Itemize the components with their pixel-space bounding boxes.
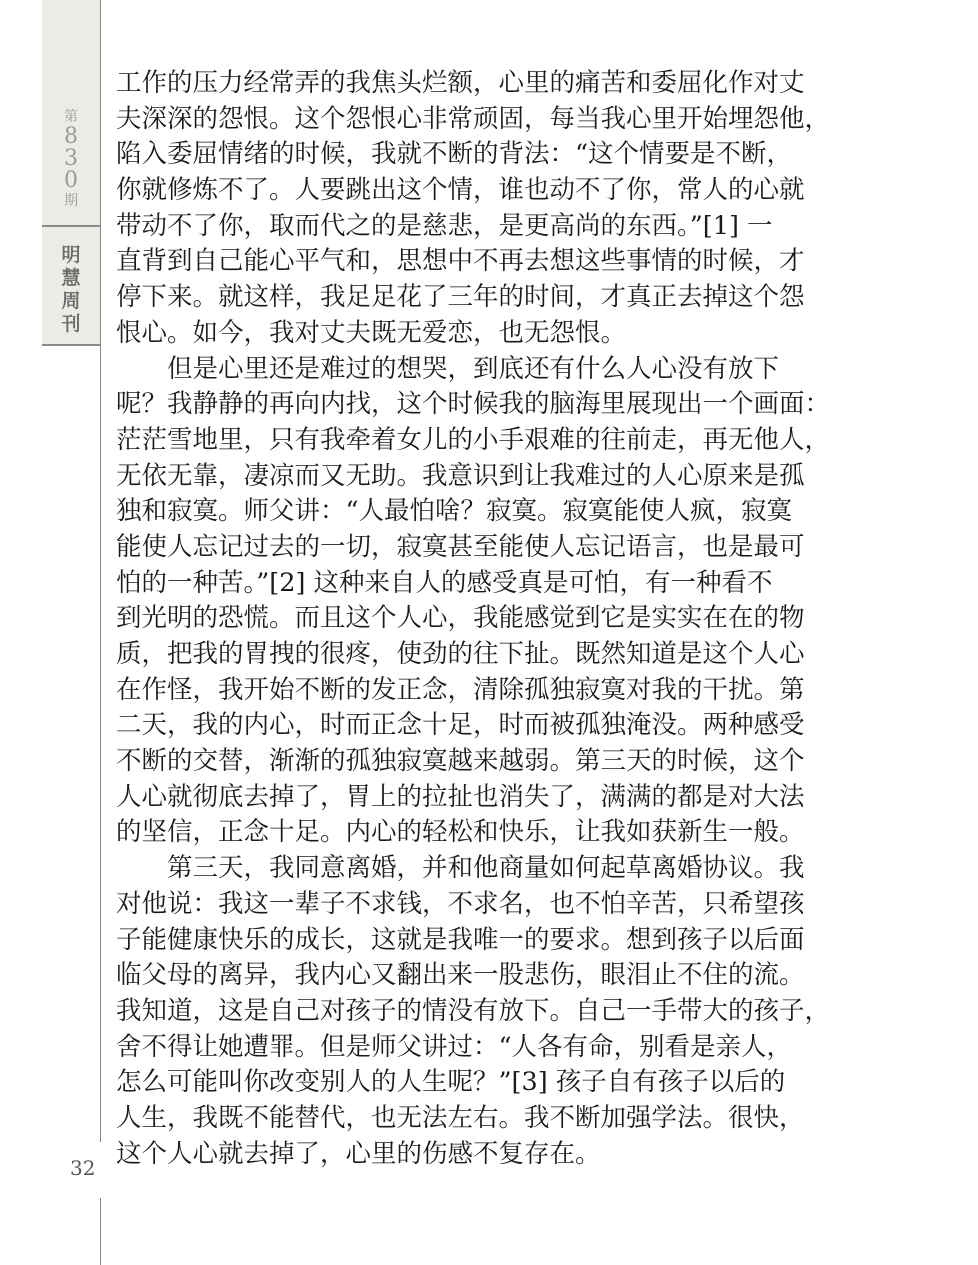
text-line: 到光明的恐慌。而且这个人心，我能感觉到它是实实在在的物	[116, 603, 805, 634]
magazine-char: 慧	[61, 267, 81, 289]
text-line: 不断的交替，渐渐的孤独寂寞越来越弱。第三天的时候，这个	[116, 746, 805, 777]
text-line: 怕的一种苦。”[2] 这种来自人的感受真是可怕，有一种看不	[116, 567, 773, 598]
text-line: 直背到自己能心平气和，思想中不再去想这些事情的时候，才	[116, 246, 805, 277]
text-line: 的坚信，正念十足。内心的轻松和快乐，让我如获新生一般。	[116, 817, 805, 848]
text-line: 你就修炼不了。人要跳出这个情，谁也动不了你，常人的心就	[116, 175, 805, 206]
text-line: 带动不了你，取而代之的是慈悲，是更高尚的东西。”[1] 一	[116, 210, 773, 241]
issue-digit: 3	[64, 146, 78, 171]
text-line: 停下来。就这样，我足足花了三年的时间，才真正去掉这个怨	[116, 282, 805, 313]
text-line: 能使人忘记过去的一切，寂寞甚至能使人忘记语言，也是最可	[116, 531, 805, 562]
page-number: 32	[70, 1156, 96, 1180]
text-line: 恨心。如今，我对丈夫既无爱恋，也无怨恨。	[116, 317, 627, 348]
text-line: 人心就彻底去掉了，胃上的拉扯也消失了，满满的都是对大法	[116, 781, 805, 812]
text-line: 但是心里还是难过的想哭，到底还有什么人心没有放下	[116, 353, 780, 384]
text-line: 独和寂寞。师父讲：“人最怕啥？寂寞。寂寞能使人疯，寂寞	[116, 496, 793, 527]
magazine-name	[42, 244, 100, 336]
text-line: 这个人心就去掉了，心里的伤感不复存在。	[116, 1138, 601, 1169]
text-line: 无依无靠，凄凉而又无助。我意识到让我难过的人心原来是孤	[116, 460, 805, 491]
text-line: 质，把我的胃拽的很疼，使劲的往下扯。既然知道是这个人心	[116, 639, 805, 669]
issue-number	[42, 108, 100, 210]
text-line: 工作的压力经常弄的我焦头烂额，心里的痛苦和委屈化作对丈	[116, 68, 805, 98]
issue-digit: 8	[64, 124, 78, 149]
text-line: 第三天，我同意离婚，并和他商量如何起草离婚协议。我	[116, 853, 805, 884]
margin-rule-top	[100, 0, 101, 1142]
text-line: 舍不得让她遭罪。但是师父讲过：“人各有命，别看是亲人，	[116, 1031, 793, 1062]
magazine-char: 明	[61, 244, 81, 266]
issue-suffix: 期	[64, 193, 78, 209]
sidebar-divider	[42, 225, 100, 227]
text-line: 茫茫雪地里，只有我牵着女儿的小手艰难的往前走，再无他人，	[116, 424, 831, 455]
text-line: 陷入委屈情绪的时候，我就不断的背法：“这个情要是不断，	[116, 139, 793, 170]
text-line: 呢？我静静的再向内找，这个时候我的脑海里展现出一个画面：	[116, 389, 831, 420]
text-line: 子能健康快乐的成长，这就是我唯一的要求。想到孩子以后面	[116, 924, 805, 955]
issue-prefix: 第	[64, 109, 78, 125]
text-line: 在作怪，我开始不断的发正念，清除孤独寂寞对我的干扰。第	[116, 674, 805, 705]
issue-digit: 0	[64, 168, 78, 193]
text-line: 夫深深的怨恨。这个怨恨心非常顽固，每当我心里开始埋怨他，	[116, 103, 831, 134]
sidebar-bottom-rule	[42, 344, 100, 346]
text-line: 人生，我既不能替代，也无法左右。我不断加强学法。很快，	[116, 1102, 805, 1133]
text-line: 对他说：我这一辈子不求钱，不求名，也不怕辛苦，只希望孩	[116, 888, 805, 919]
margin-rule-bottom	[100, 1198, 101, 1265]
text-line: 二天，我的内心，时而正念十足，时而被孤独淹没。两种感受	[116, 710, 805, 741]
text-line: 怎么可能叫你改变别人的人生呢？”[3] 孩子自有孩子以后的	[116, 1067, 786, 1098]
text-line: 临父母的离异，我内心又翻出来一股悲伤，眼泪止不住的流。	[116, 960, 805, 991]
magazine-char: 刊	[61, 313, 81, 335]
article-body	[116, 66, 866, 1172]
text-line: 我知道，这是自己对孩子的情没有放下。自己一手带大的孩子，	[116, 995, 831, 1026]
magazine-char: 周	[61, 290, 81, 312]
